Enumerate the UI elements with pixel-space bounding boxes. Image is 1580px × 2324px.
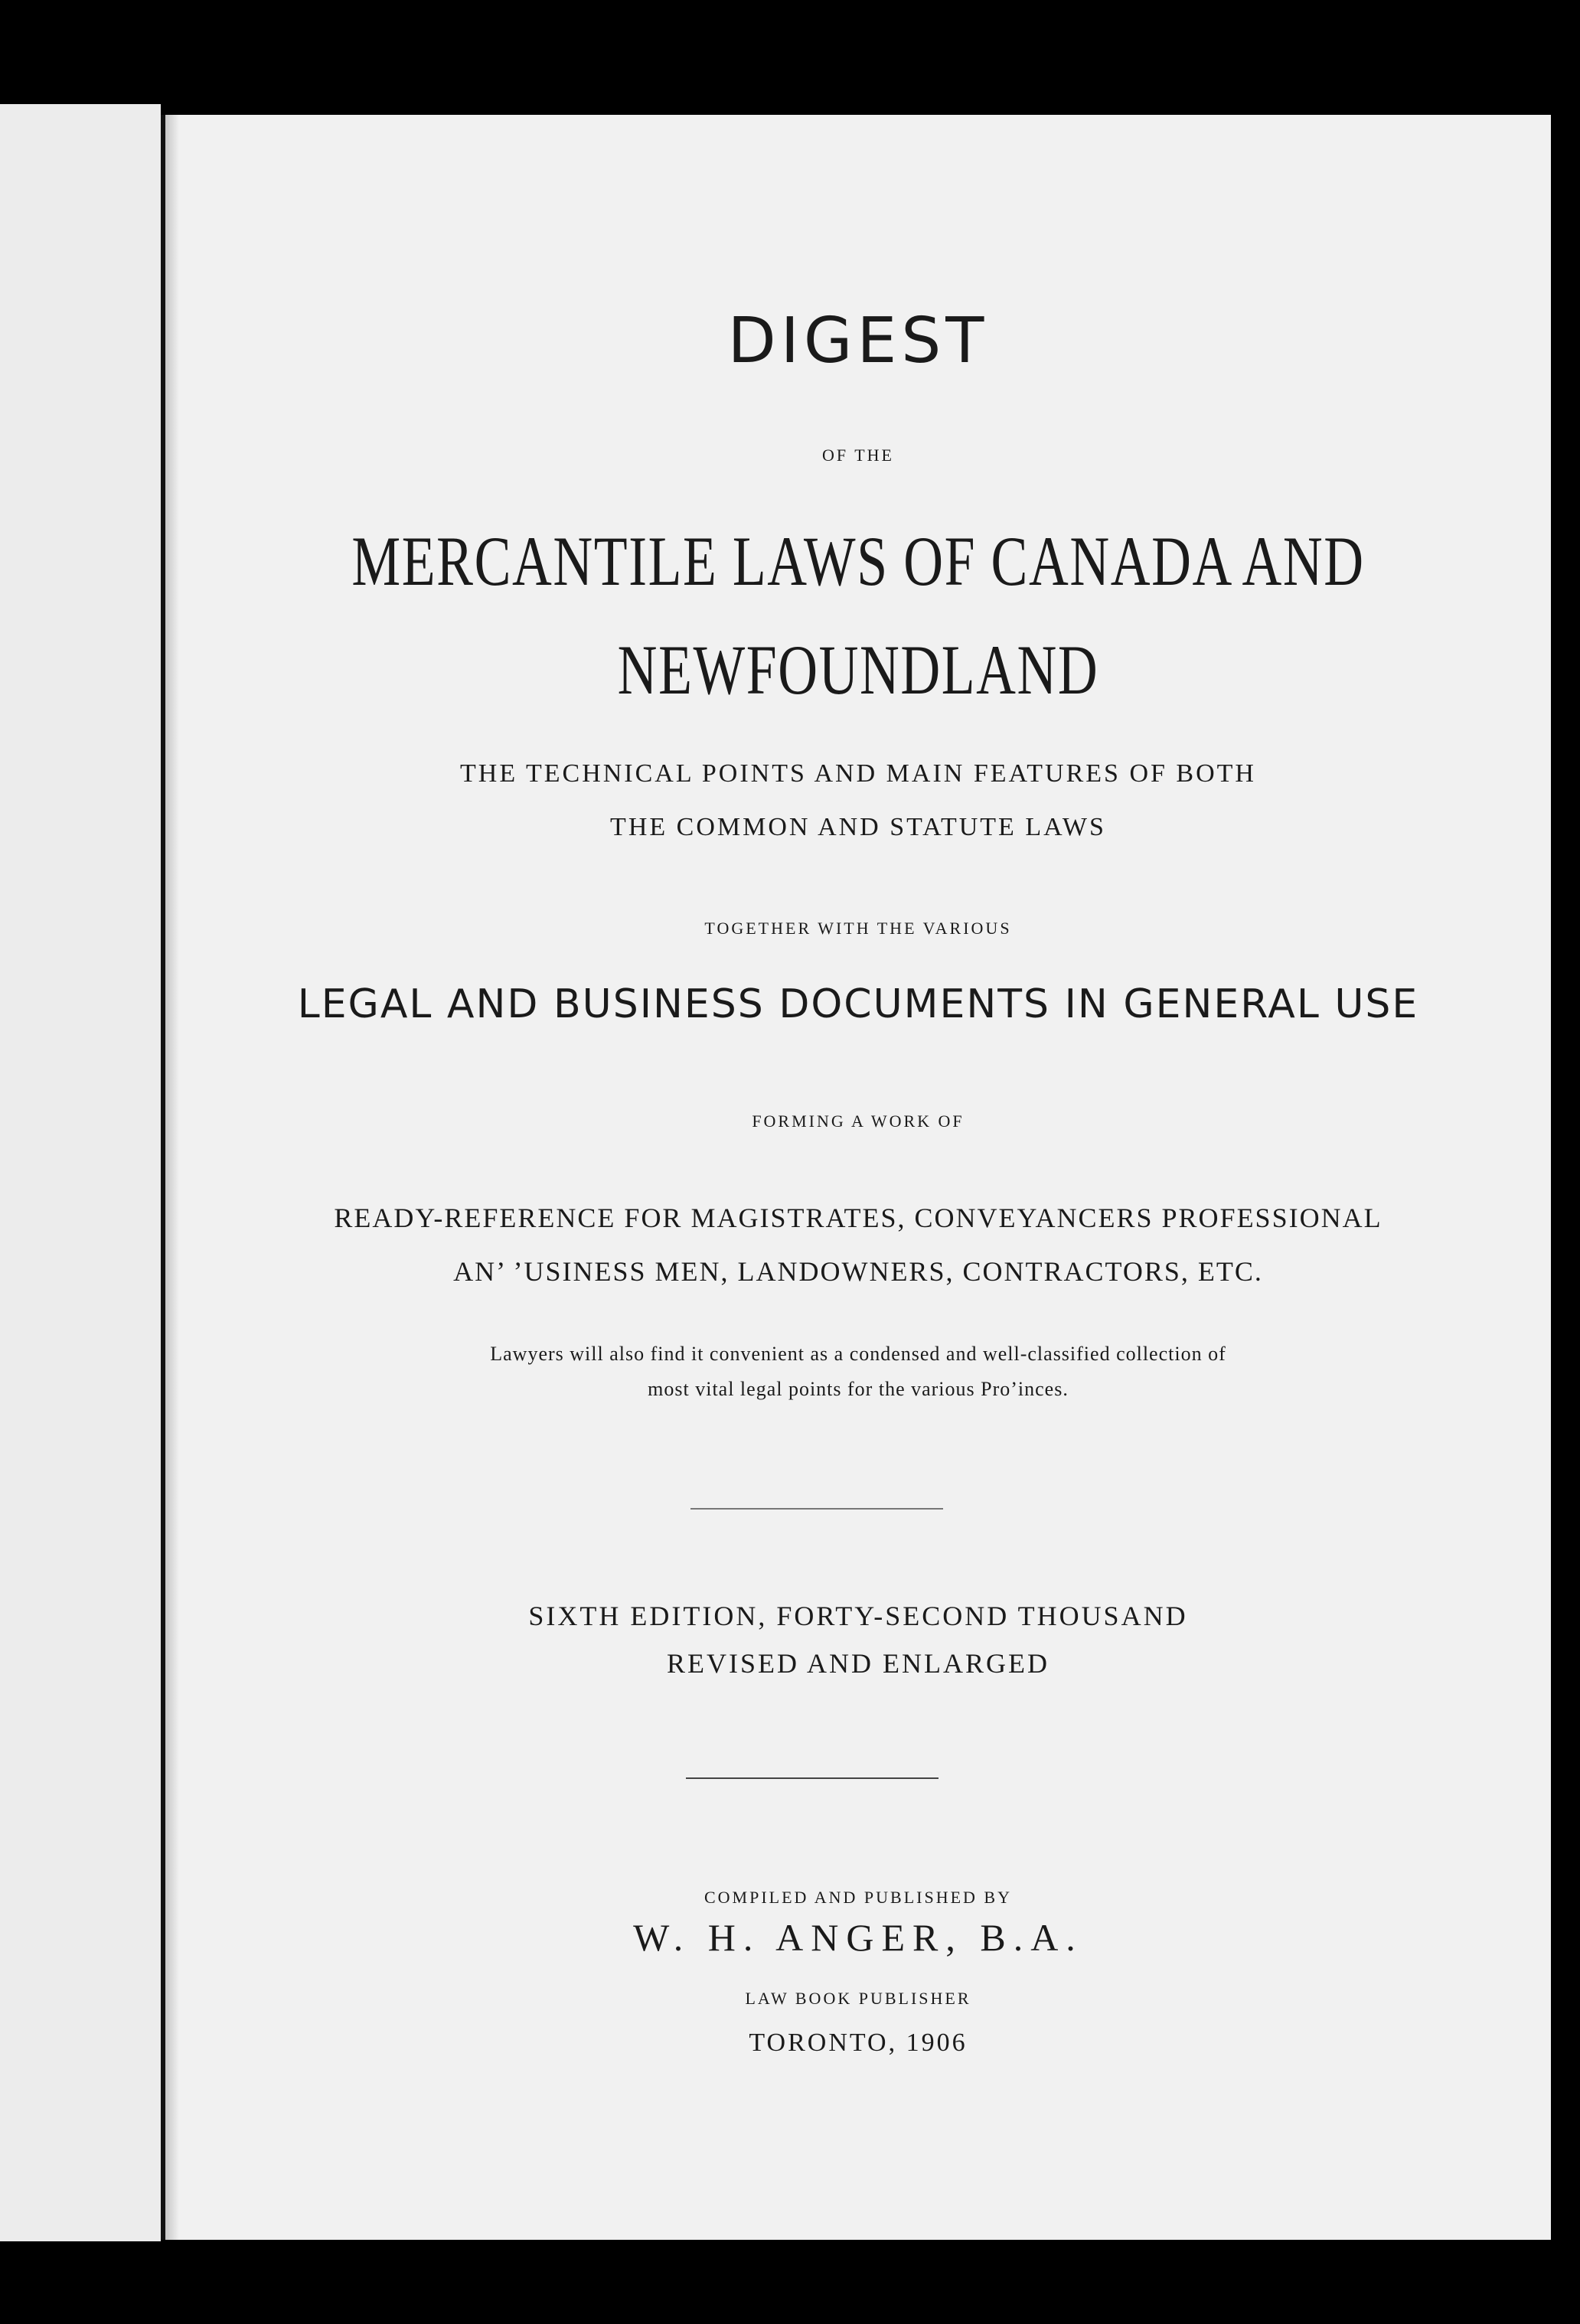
compiled-label: COMPILED AND PUBLISHED BY [704,1888,1012,1907]
subtitle-line-1: THE TECHNICAL POINTS AND MAIN FEATURES OF BOTH [460,759,1256,788]
legal-documents-heading: LEGAL AND BUSINESS DOCUMENTS IN GENERAL USE [297,981,1419,1027]
subtitle-line-2: THE COMMON AND STATUTE LAWS [610,813,1106,841]
edition-line-1: SIXTH EDITION, FORTY-SECOND THOUSAND [528,1601,1188,1631]
lawyers-note-line-2: most vital legal points for the various Pro’inces. [648,1378,1069,1400]
ready-reference-line-2: AN’ ’USINESS MEN, LANDOWNERS, CONTRACTORS, ETC. [453,1256,1263,1287]
title-page [161,115,1551,2240]
book-title: DIGEST [727,305,989,377]
forming-label: FORMING A WORK OF [752,1111,965,1131]
place-and-date: TORONTO, 1906 [749,2029,968,2057]
main-title-line-1: MERCANTILE LAWS OF CANADA AND [351,522,1365,600]
together-label: TOGETHER WITH THE VARIOUS [704,919,1012,938]
edition-line-2: REVISED AND ENLARGED [667,1648,1050,1679]
divider-rule [686,1777,939,1779]
ready-reference-line-1: READY-REFERENCE FOR MAGISTRATES, CONVEYANCERS PROFESSIONAL [334,1203,1382,1233]
left-page-edge [0,104,161,2241]
lawyers-note-line-1: Lawyers will also find it convenient as a condensed and well-classified collection of [490,1343,1226,1365]
main-title-line-2: NEWFOUNDLAND [617,631,1099,709]
publisher-role: LAW BOOK PUBLISHER [745,1989,971,2008]
publisher-name: W. H. ANGER, B.A. [633,1916,1083,1959]
of-the-label: OF THE [822,446,894,465]
divider-rule [690,1508,943,1510]
